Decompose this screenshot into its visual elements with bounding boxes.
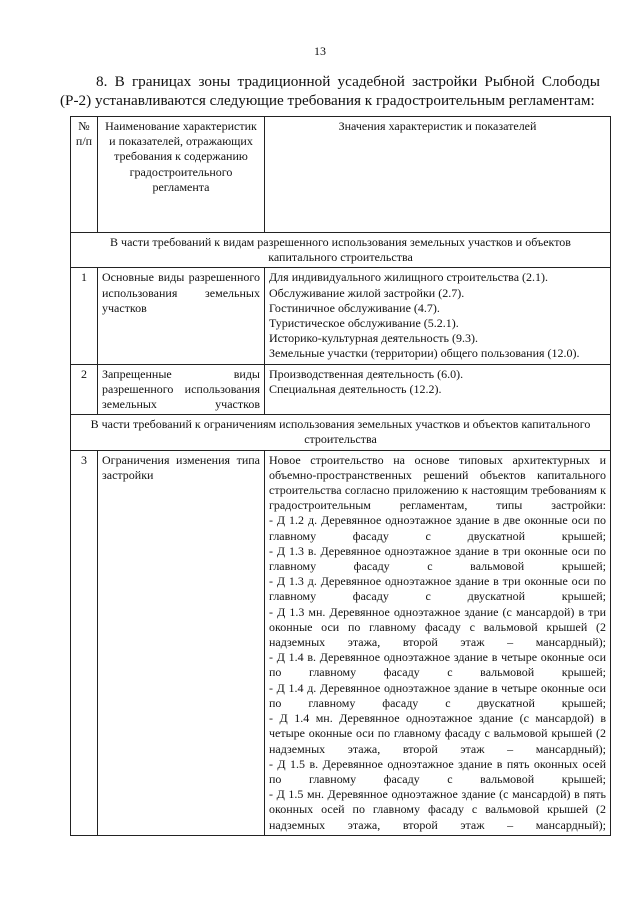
value-line: - Д 1.4 мн. Деревянное одноэтажное здание (с мансардой) в четыре оконные оси по главному фасаду с вальмовой крышей (2 надземных этажа, второй этаж – мансардный); <box>269 711 606 756</box>
value-line: Новое строительство на основе типовых архитектурных и объемно-пространственных решений объектов капитального строительства согласно приложению к настоящим требованиям к градостроительным регламентам, типы застройки: <box>269 452 606 513</box>
table-row <box>71 268 611 364</box>
value-line: Для индивидуального жилищного строительства (2.1). <box>269 270 549 285</box>
value-line: - Д 1.5 в. Деревянное одноэтажное здание в пять оконных осей по главному фасаду с вальмовой крышей; <box>269 756 606 786</box>
table-row <box>71 450 611 835</box>
value-line: Гостиничное обслуживание (4.7). <box>269 300 440 315</box>
section-title-2: В части требований к ограничениям использования земельных участков и объектов капитального строительства <box>71 415 611 450</box>
section-row <box>71 415 611 450</box>
table-row <box>71 364 611 415</box>
row-name: Запрещенные виды разрешенного использования земельных участков <box>98 364 265 415</box>
section-row <box>71 233 611 268</box>
row-values <box>265 268 611 364</box>
value-line: Историко-культурная деятельность (9.3). <box>269 331 478 346</box>
header-value: Значения характеристик и показателей <box>265 117 611 233</box>
table-header-row <box>71 117 611 233</box>
row-name: Ограничения изменения типа застройки <box>98 450 265 835</box>
intro-paragraph: 8. В границах зоны традиционной усадебной застройки Рыбной Слободы (Р-2) устанавливаются следующие требования к градостроительным регламентам: <box>60 73 600 109</box>
value-line: Специальная деятельность (12.2). <box>269 381 442 396</box>
value-line: - Д 1.2 д. Деревянное одноэтажное здание в две оконные оси по главному фасаду с двускатной крышей; <box>269 513 606 543</box>
row-number: 1 <box>71 268 98 364</box>
section-title-1: В части требований к видам разрешенного использования земельных участков и объектов капитального строительства <box>71 233 611 268</box>
value-line: Обслуживание жилой застройки (2.7). <box>269 285 465 300</box>
value-line: - Д 1.5 мн. Деревянное одноэтажное здание (с мансардой) в пять оконных осей по главному фасаду с вальмовой крышей (2 надземных этажа, второй этаж – мансардный); <box>269 787 606 832</box>
page-number: 13 <box>314 44 326 58</box>
value-line: - Д 1.3 д. Деревянное одноэтажное здание в три оконные оси по главному фасаду с двускатной крышей; <box>269 574 606 604</box>
header-name: Наименование характеристик и показателей, отражающих требования к содержанию градостроительного регламента <box>98 117 265 233</box>
row-number: 3 <box>71 450 98 835</box>
value-line: Туристическое обслуживание (5.2.1). <box>269 316 459 331</box>
row-values <box>265 364 611 415</box>
value-line: - Д 1.3 мн. Деревянное одноэтажное здание (с мансардой) в три оконные оси по главному фасаду с вальмовой крышей (2 надземных этажа, второй этаж – мансардный); <box>269 604 606 650</box>
row-number: 2 <box>71 364 98 415</box>
header-num: № п/п <box>71 117 98 233</box>
value-line: Земельные участки (территории) общего пользования (12.0). <box>269 346 580 361</box>
value-line: - Д 1.3 в. Деревянное одноэтажное здание в три оконные оси по главному фасаду с вальмовой крышей; <box>269 543 606 574</box>
value-line: - Д 1.4 в. Деревянное одноэтажное здание в четыре оконные оси по главному фасаду с вальмовой крышей; <box>269 650 606 680</box>
row-name: Основные виды разрешенного использования земельных участков <box>98 268 265 364</box>
regulations-table <box>70 116 611 836</box>
value-line: - Д 1.4 д. Деревянное одноэтажное здание в четыре оконные оси по главному фасаду с двускатной крышей; <box>269 680 606 710</box>
value-line: Производственная деятельность (6.0). <box>269 366 464 381</box>
row-values <box>265 450 611 835</box>
